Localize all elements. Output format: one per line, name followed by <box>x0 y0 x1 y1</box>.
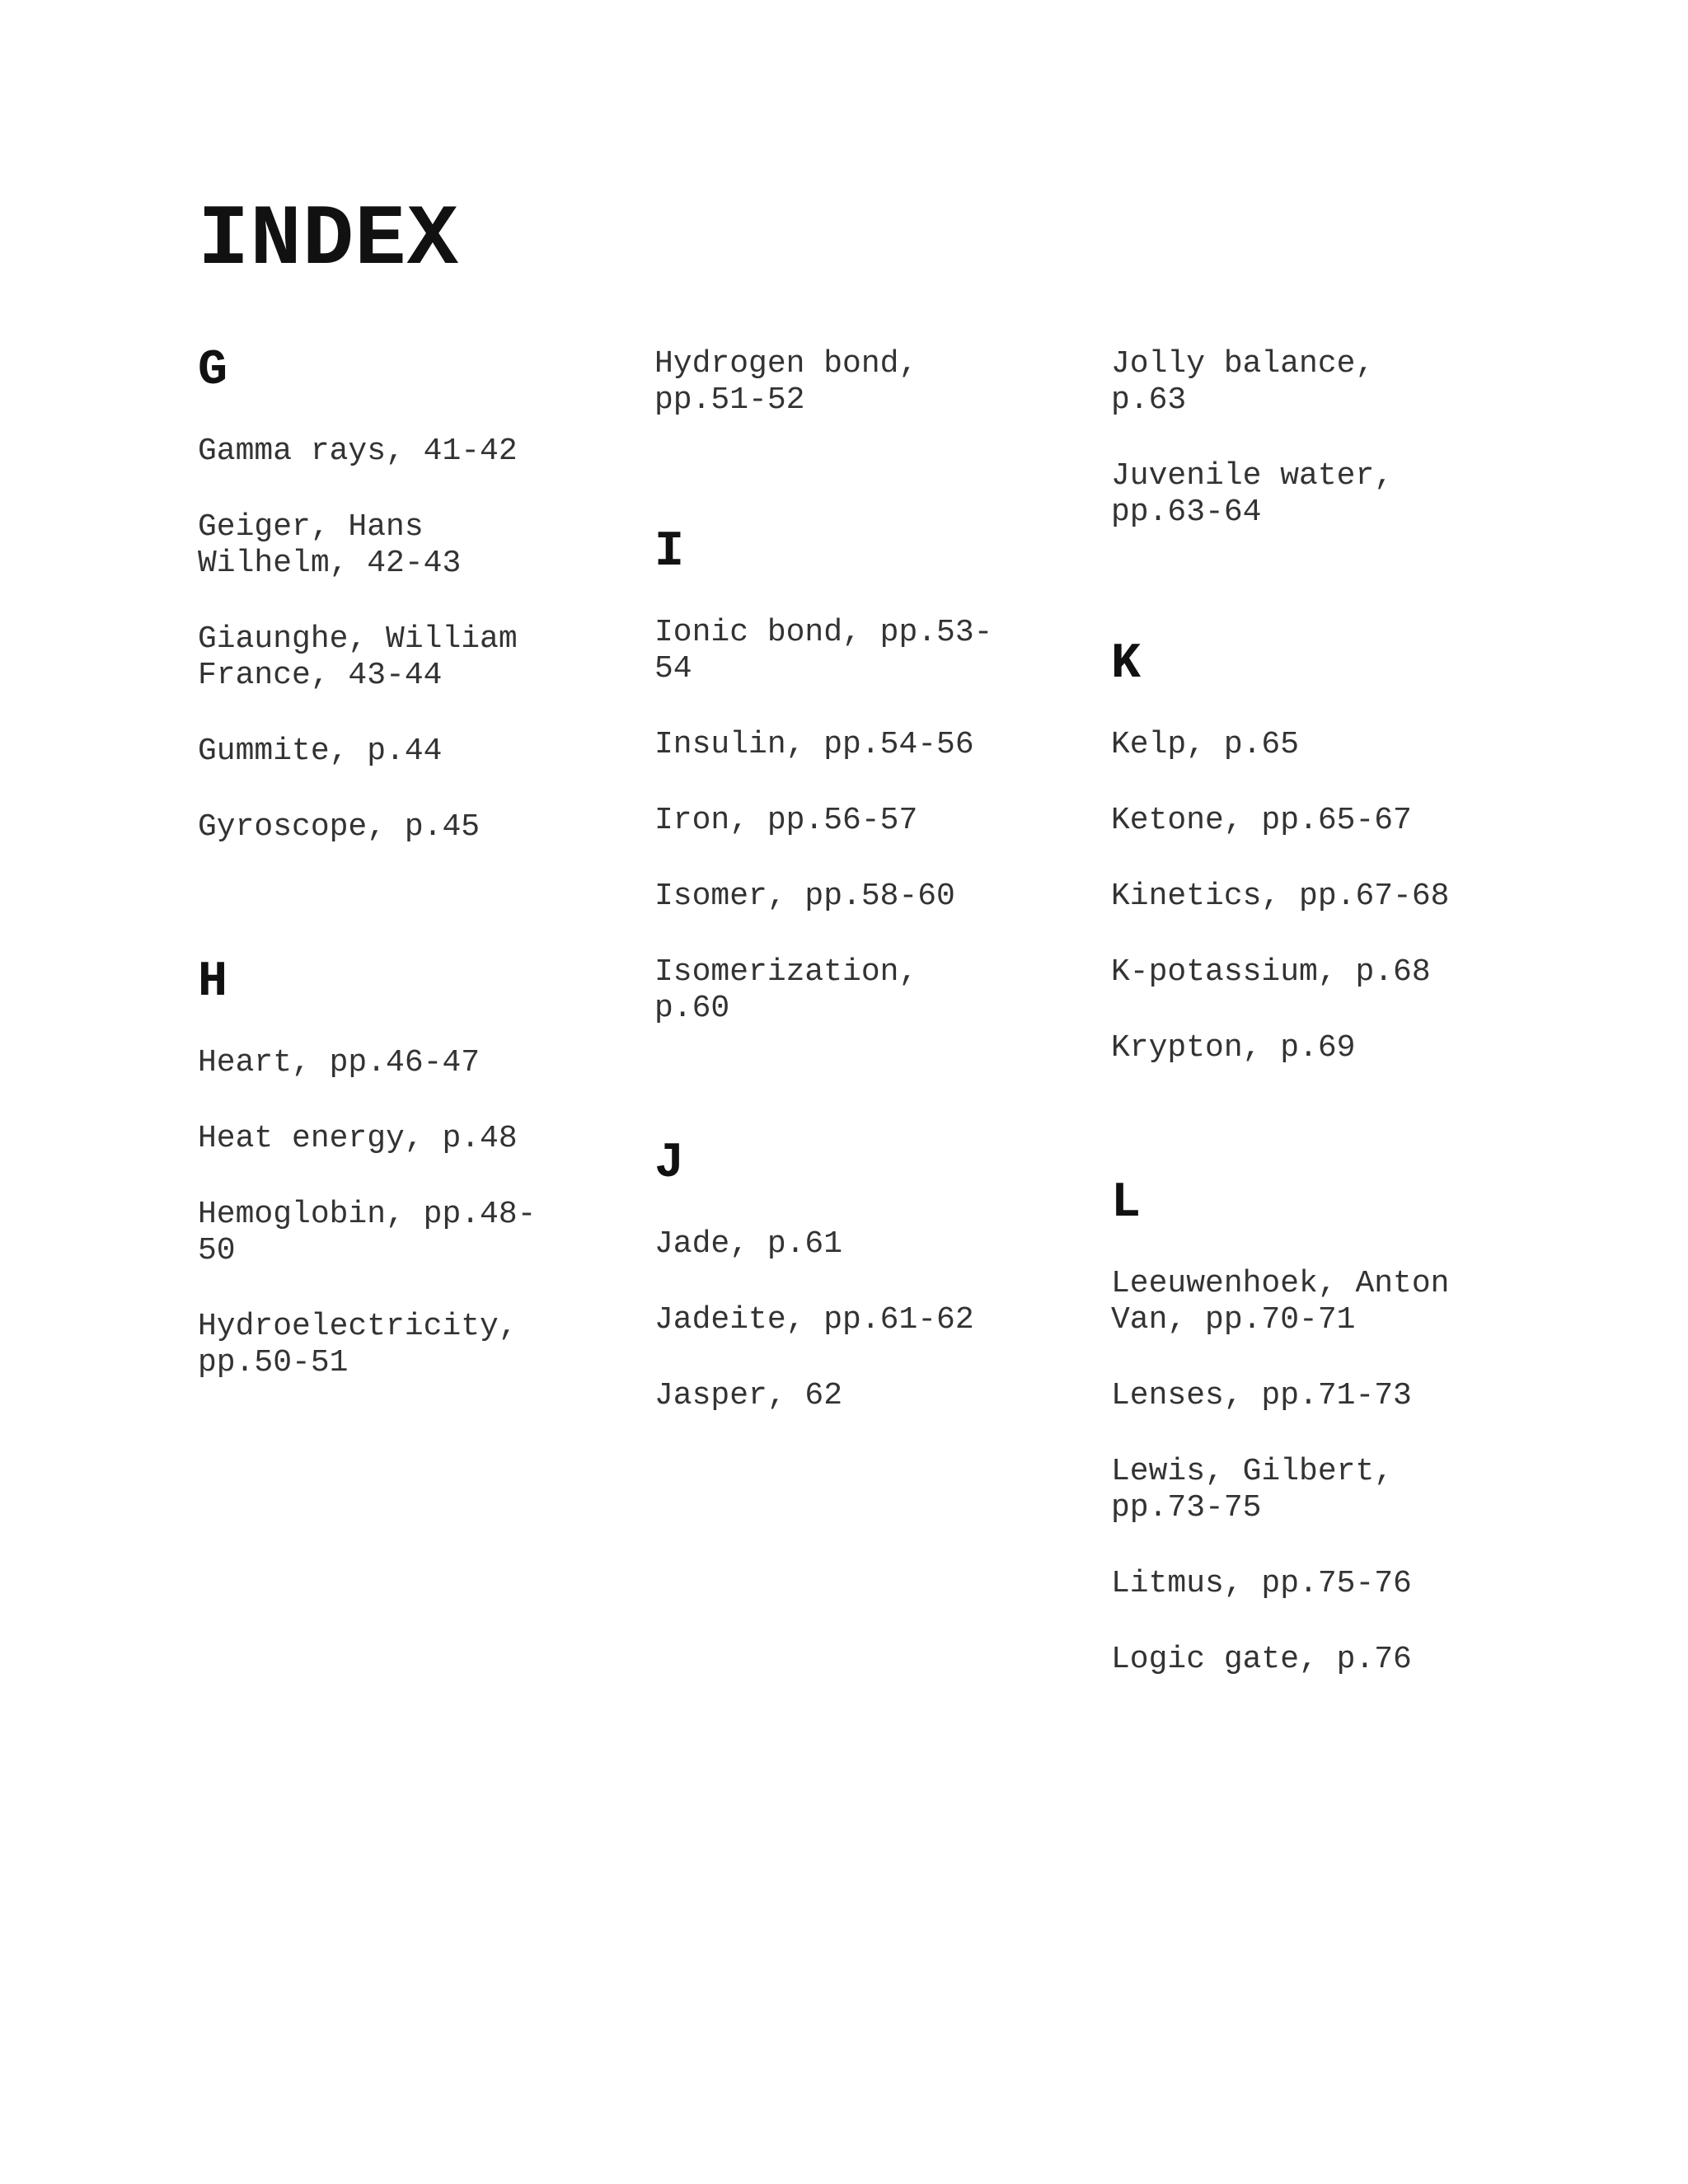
index-section-l <box>1111 1175 1523 1678</box>
entry-list-continued <box>654 346 1067 419</box>
entry-list <box>198 1045 610 1381</box>
index-section-h <box>198 954 610 1381</box>
page-title: INDEX <box>198 192 460 289</box>
index-entry: Kelp, p.65 <box>1111 727 1300 762</box>
index-entry: Hydrogen bond, pp.51-52 <box>654 346 918 418</box>
index-entry: K-potassium, p.68 <box>1111 954 1431 990</box>
index-entry: Heat energy, p.48 <box>198 1121 518 1156</box>
index-entry: Jolly balance, p.63 <box>1111 346 1375 418</box>
section-letter: G <box>198 343 228 399</box>
index-entry: Hemoglobin, pp.48- 50 <box>198 1197 537 1268</box>
index-section-k <box>1111 636 1523 1066</box>
index-section-i <box>654 524 1067 1027</box>
entry-list <box>198 434 610 846</box>
entry-list <box>654 1226 1067 1414</box>
index-entry: Ionic bond, pp.53- 54 <box>654 615 993 687</box>
index-entry: Krypton, p.69 <box>1111 1030 1356 1066</box>
index-entry: Jade, p.61 <box>654 1226 843 1262</box>
index-entry: Leeuwenhoek, Anton Van, pp.70-71 <box>1111 1266 1450 1338</box>
index-entry: Hydroelectricity, pp.50-51 <box>198 1309 518 1380</box>
index-entry: Gummite, p.44 <box>198 733 443 769</box>
section-letter: K <box>1111 636 1142 692</box>
index-section-j <box>654 1136 1067 1414</box>
index-column-3 <box>1111 346 1523 1678</box>
index-entry: Jasper, 62 <box>654 1378 843 1413</box>
index-entry: Logic gate, p.76 <box>1111 1642 1412 1677</box>
index-column-1 <box>198 343 610 1381</box>
entry-list <box>1111 727 1523 1066</box>
index-entry: Jadeite, pp.61-62 <box>654 1302 974 1338</box>
index-entry: Isomerization, p.60 <box>654 954 918 1026</box>
index-entry: Giaunghe, William France, 43-44 <box>198 621 518 693</box>
index-entry: Geiger, Hans Wilhelm, 42-43 <box>198 509 462 581</box>
entry-list <box>1111 1266 1523 1678</box>
index-entry: Gamma rays, 41-42 <box>198 434 518 469</box>
index-column-2 <box>654 346 1067 1414</box>
section-letter: L <box>1111 1175 1142 1231</box>
index-entry: Gyroscope, p.45 <box>198 809 481 845</box>
index-section-g <box>198 343 610 846</box>
section-letter: H <box>198 954 228 1010</box>
section-letter: I <box>654 524 685 580</box>
entry-list-continued <box>1111 346 1523 531</box>
index-entry: Lenses, pp.71-73 <box>1111 1378 1412 1413</box>
index-entry: Insulin, pp.54-56 <box>654 727 974 762</box>
index-entry: Heart, pp.46-47 <box>198 1045 481 1080</box>
index-entry: Ketone, pp.65-67 <box>1111 803 1412 838</box>
index-entry: Lewis, Gilbert, pp.73-75 <box>1111 1454 1394 1526</box>
index-entry: Litmus, pp.75-76 <box>1111 1566 1412 1601</box>
entry-list <box>654 615 1067 1027</box>
index-entry: Kinetics, pp.67-68 <box>1111 879 1450 914</box>
index-entry: Isomer, pp.58-60 <box>654 879 955 914</box>
section-letter: J <box>654 1136 685 1192</box>
index-entry: Juvenile water, pp.63-64 <box>1111 458 1394 530</box>
index-entry: Iron, pp.56-57 <box>654 803 918 838</box>
